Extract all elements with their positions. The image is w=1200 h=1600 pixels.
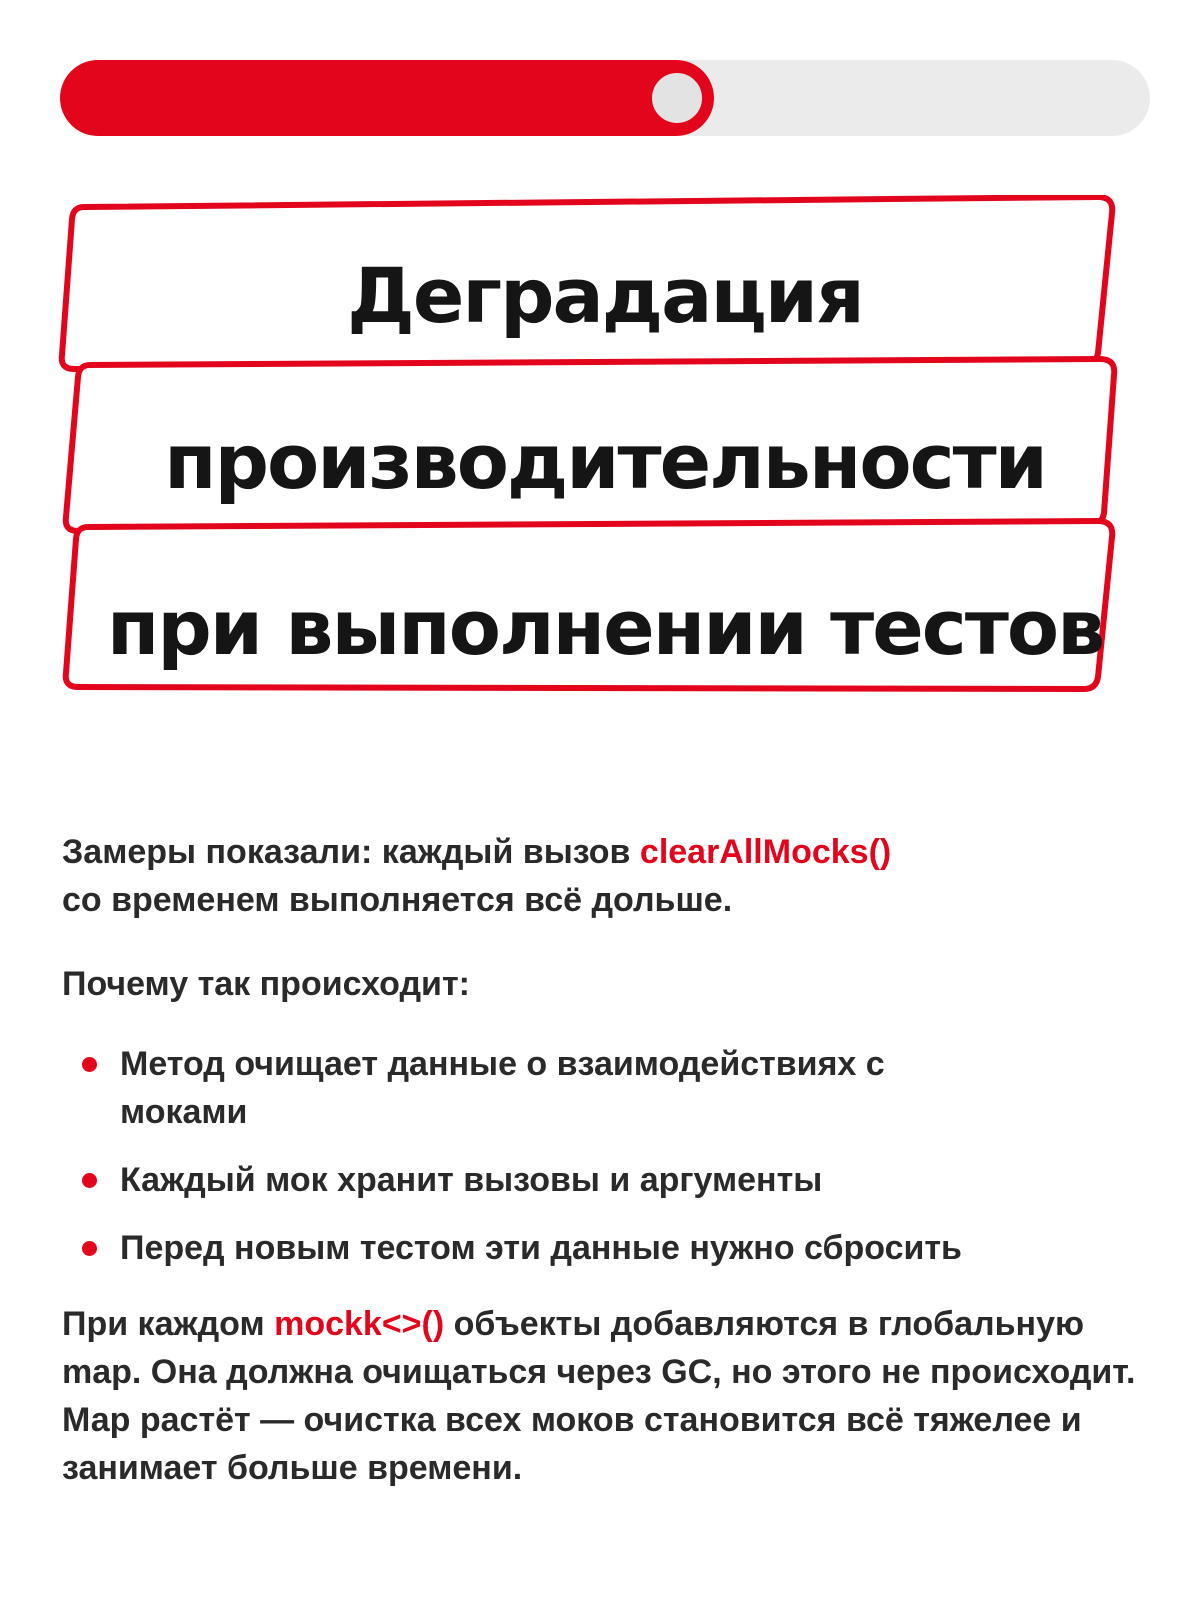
- code-mockk: mockk<>(): [274, 1305, 445, 1343]
- reasons-list: [62, 1040, 1152, 1272]
- body-content: [62, 828, 1152, 1492]
- list-item: [62, 1224, 1152, 1272]
- bullet-dot-icon: [82, 1057, 97, 1072]
- list-item: [62, 1156, 1152, 1204]
- progress-knob: [646, 67, 708, 129]
- title-line-2: производительности: [164, 417, 1046, 506]
- bullet-dot-icon: [82, 1241, 97, 1256]
- bullet-dot-icon: [82, 1173, 97, 1188]
- list-item-text: Перед новым тестом эти данные нужно сбросить: [120, 1229, 962, 1267]
- mockk-text-after: объекты добавляются в глобальную map. Она должна очищаться через GC, но этого не происходит. Мар растёт — очистка всех моков становится всё тяжелее и занимает больше времени.: [62, 1305, 1136, 1487]
- paragraph-mockk: [62, 1300, 1152, 1492]
- mockk-text-before: При каждом: [62, 1305, 275, 1343]
- title-line-3: при выполнении тестов: [106, 583, 1104, 672]
- measurements-text-cont: со временем выполняется всё дольше.: [62, 881, 733, 919]
- paragraph-why: Почему так происходит:: [62, 965, 470, 1003]
- progress-fill: [60, 60, 714, 136]
- progress-bar: [60, 60, 1150, 136]
- title-line-1: Деградация: [347, 251, 863, 340]
- code-clear-all-mocks: clearAllMocks(): [639, 833, 892, 871]
- list-item-text: Каждый мок хранит вызовы и аргументы: [120, 1161, 823, 1199]
- paragraph-measurements: [62, 828, 1152, 924]
- list-item: [62, 1040, 1152, 1136]
- list-item-text: Метод очищает данные о взаимодействиях с моками: [120, 1045, 885, 1131]
- measurements-text: Замеры показали: каждый вызов: [62, 833, 640, 871]
